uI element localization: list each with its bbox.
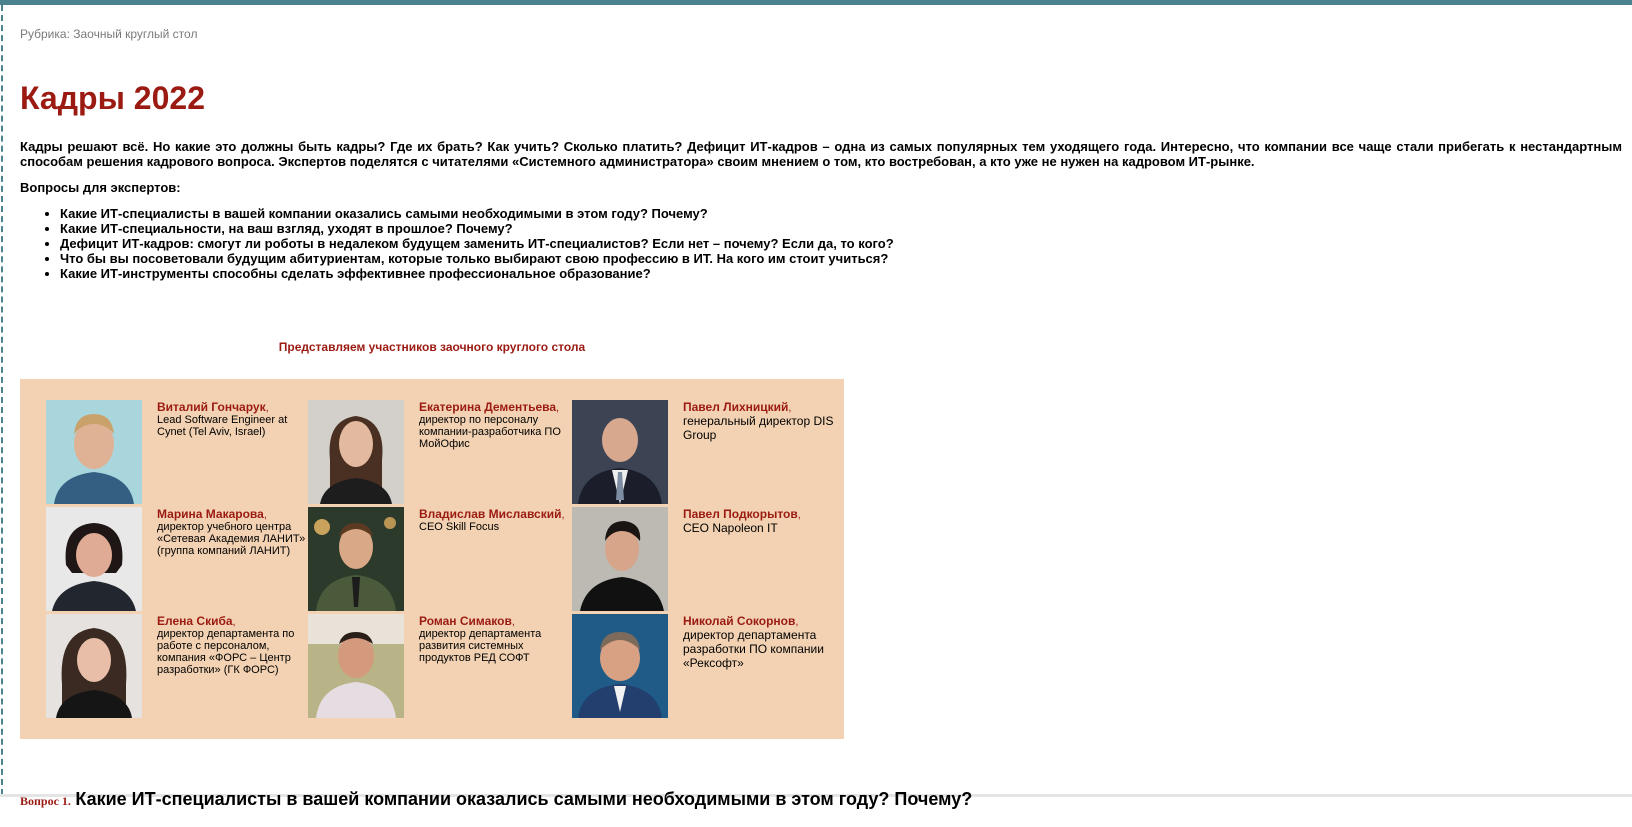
participant-info: Елена Скиба, директор департамента по работе с персоналом, компания «ФОРС – Центр разработки» (ГК ФОРС) — [157, 614, 312, 676]
participant-photo — [572, 507, 668, 611]
participant-name: Николай Сокорнов — [683, 614, 796, 628]
participant-info: Виталий Гончарук, Lead Software Engineer at Cynet (Tel Aviv, Israel) — [157, 400, 312, 438]
participant-info: Николай Сокорнов, директор департамента разработки ПО компании «Рексофт» — [683, 614, 838, 670]
participant-name: Марина Макарова — [157, 507, 264, 521]
participant-photo — [572, 400, 668, 504]
participant-role: директор по персоналу компании-разработчика ПО МойОфис — [419, 414, 561, 450]
participant-card — [46, 507, 310, 611]
participant-card — [46, 614, 310, 718]
participant-card — [308, 507, 572, 611]
participant-card — [572, 400, 836, 504]
question-1-heading — [20, 789, 972, 810]
participant-role: CEO Napoleon IT — [683, 521, 778, 535]
participant-info: Павел Лихницкий, генеральный директор DIS Group — [683, 400, 838, 442]
top-accent-bar — [0, 0, 1632, 5]
participant-role: генеральный директор DIS Group — [683, 414, 834, 442]
participant-name: Павел Лихницкий — [683, 400, 789, 414]
participant-role: Lead Software Engineer at Cynet (Tel Aviv, Israel) — [157, 414, 288, 438]
participant-role: директор департамента разработки ПО компании «Рексофт» — [683, 628, 824, 670]
participant-photo — [46, 400, 142, 504]
participant-card — [572, 614, 836, 718]
question-number: Вопрос 1. — [20, 794, 71, 808]
participant-info: Марина Макарова, директор учебного центра «Сетевая Академия ЛАНИТ» (группа компаний ЛАНИТ) — [157, 507, 312, 557]
participant-name: Виталий Гончарук — [157, 400, 266, 414]
participant-card — [572, 507, 836, 611]
participant-photo — [46, 614, 142, 718]
question-item: • Дефицит ИТ-кадров: смогут ли роботы в недалеком будущем заменить ИТ-специалистов? Если нет – почему? Если да, то кого? — [60, 236, 894, 251]
question-item: • Какие ИТ-специалисты в вашей компании оказались самыми необходимыми в этом году? Почему? — [60, 206, 894, 221]
participant-photo — [308, 614, 404, 718]
question-item: • Какие ИТ-специальности, на ваш взгляд, уходят в прошлое? Почему? — [60, 221, 894, 236]
participant-name: Елена Скиба — [157, 614, 233, 628]
intro-paragraph: Кадры решают всё. Но какие это должны быть кадры? Где их брать? Как учить? Сколько платить? Дефицит ИТ-кадров – одна из самых популярных тем уходящего года. Интересно, что компании все чаще стали прибегать к нестандартным способам решения кадрового вопроса. Экспертов поделятся с читателями «Системного администратора» своим мнением о том, кто востребован, а кто уже не нужен на кадровом ИТ-рынке. — [20, 139, 1622, 169]
participant-role: директор департамента развития системных продуктов РЕД СОФТ — [419, 628, 542, 664]
left-dashed-border — [1, 5, 3, 795]
question-text: Какие ИТ-специалисты в вашей компании оказались самыми необходимыми в этом году? Почему? — [75, 789, 973, 809]
participant-photo — [308, 400, 404, 504]
participant-name: Павел Подкорытов — [683, 507, 798, 521]
category-label: Рубрика: Заочный круглый стол — [20, 27, 198, 41]
participant-card — [308, 614, 572, 718]
participant-info: Екатерина Дементьева, директор по персоналу компании-разработчика ПО МойОфис — [419, 400, 574, 450]
questions-heading: Вопросы для экспертов: — [20, 180, 181, 195]
participant-name: Роман Симаков — [419, 614, 512, 628]
participant-role: директор учебного центра «Сетевая Академия ЛАНИТ» (группа компаний ЛАНИТ) — [157, 521, 306, 557]
participant-role: CEO Skill Focus — [419, 521, 500, 533]
participant-name: Владислав Миславский — [419, 507, 562, 521]
participant-info: Роман Симаков, директор департамента развития системных продуктов РЕД СОФТ — [419, 614, 574, 664]
participant-photo — [46, 507, 142, 611]
page-title: Кадры 2022 — [20, 80, 205, 116]
participant-card — [46, 400, 310, 504]
participants-heading: Представляем участников заочного круглого стола — [278, 340, 586, 354]
participant-card — [308, 400, 572, 504]
questions-list — [20, 206, 894, 281]
participant-role: директор департамента по работе с персоналом, компания «ФОРС – Центр разработки» (ГК ФОРС) — [157, 628, 295, 676]
participant-name: Екатерина Дементьева — [419, 400, 557, 414]
participant-photo — [308, 507, 404, 611]
question-item: • Что бы вы посоветовали будущим абитуриентам, которые только выбирают свою профессию в ИТ. На кого им стоит учиться? — [60, 251, 894, 266]
question-item: • Какие ИТ-инструменты способны сделать эффективнее профессиональное образование? — [60, 266, 894, 281]
participant-info: Павел Подкорытов, CEO Napoleon IT — [683, 507, 838, 535]
participants-panel — [20, 379, 844, 739]
participant-info: Владислав Миславский, CEO Skill Focus — [419, 507, 574, 533]
participant-photo — [572, 614, 668, 718]
